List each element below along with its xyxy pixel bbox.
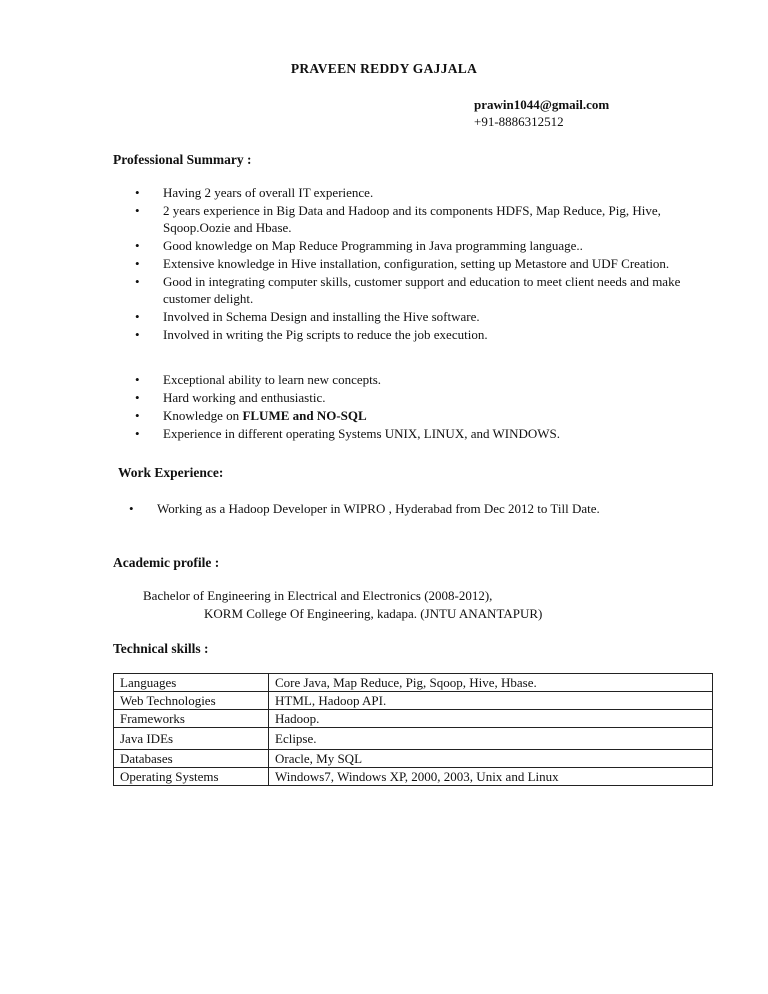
summary-item: • 2 years experience in Big Data and Hadoop and its components HDFS, Map Reduce, Pig, Hive, Sqoop.Oozie and Hbase. [133,202,683,236]
summary-item: • Involved in writing the Pig scripts to reduce the job execution. [133,326,683,343]
table-row [114,710,713,728]
summary-item: • Extensive knowledge in Hive installation, configuration, setting up Metastore and UDF Creation. [133,255,683,272]
skill-category: Web Technologies [114,692,269,710]
work-experience-heading: Work Experience: [118,465,224,480]
work-item: • Working as a Hadoop Developer in WIPRO , Hyderabad from Dec 2012 to Till Date. [127,500,637,517]
academic-degree: Bachelor of Engineering in Electrical and Electronics (2008-2012), [143,588,493,603]
academic-profile-heading: Academic profile : [113,555,220,570]
skill-value: Windows7, Windows XP, 2000, 2003, Unix and Linux [269,768,713,786]
table-row [114,768,713,786]
table-row [114,674,713,692]
summary-list-a [133,184,683,344]
summary-item-knowledge [133,407,683,424]
professional-summary-heading: Professional Summary : [113,152,252,167]
summary-item: • Hard working and enthusiastic. [133,389,683,406]
skill-value: Hadoop. [269,710,713,728]
summary-item: • Involved in Schema Design and installing the Hive software. [133,308,683,325]
phone-number: +91-8886312512 [474,114,564,129]
skill-category: Languages [114,674,269,692]
skill-category: Frameworks [114,710,269,728]
academic-college: KORM College Of Engineering, kadapa. (JNTU ANANTAPUR) [204,606,543,621]
skill-category: Java IDEs [114,728,269,750]
table-row [114,750,713,768]
table-row [114,692,713,710]
contact-block [474,96,609,130]
work-list [127,500,637,518]
technical-skills-table [113,673,713,786]
summary-item: • Good in integrating computer skills, customer support and education to meet client needs and make customer delight. [133,273,683,307]
summary-list-b [133,371,683,443]
skill-category: Operating Systems [114,768,269,786]
skill-category: Databases [114,750,269,768]
email-address: prawin1044@gmail.com [474,97,610,112]
skill-value: HTML, Hadoop API. [269,692,713,710]
technical-skills-heading: Technical skills : [113,641,209,656]
summary-item: • Exceptional ability to learn new concepts. [133,371,683,388]
skill-value: Core Java, Map Reduce, Pig, Sqoop, Hive, Hbase. [269,674,713,692]
summary-item: • Experience in different operating Systems UNIX, LINUX, and WINDOWS. [133,425,683,442]
summary-item: • Good knowledge on Map Reduce Programming in Java programming language.. [133,237,683,254]
skill-value: Eclipse. [269,728,713,750]
candidate-name: PRAVEEN REDDY GAJJALA [290,61,478,76]
table-row [114,728,713,750]
knowledge-bold: FLUME and NO-SQL [242,408,367,423]
summary-item: • Having 2 years of overall IT experience. [133,184,683,201]
skill-value: Oracle, My SQL [269,750,713,768]
knowledge-prefix: Knowledge on [163,408,243,423]
